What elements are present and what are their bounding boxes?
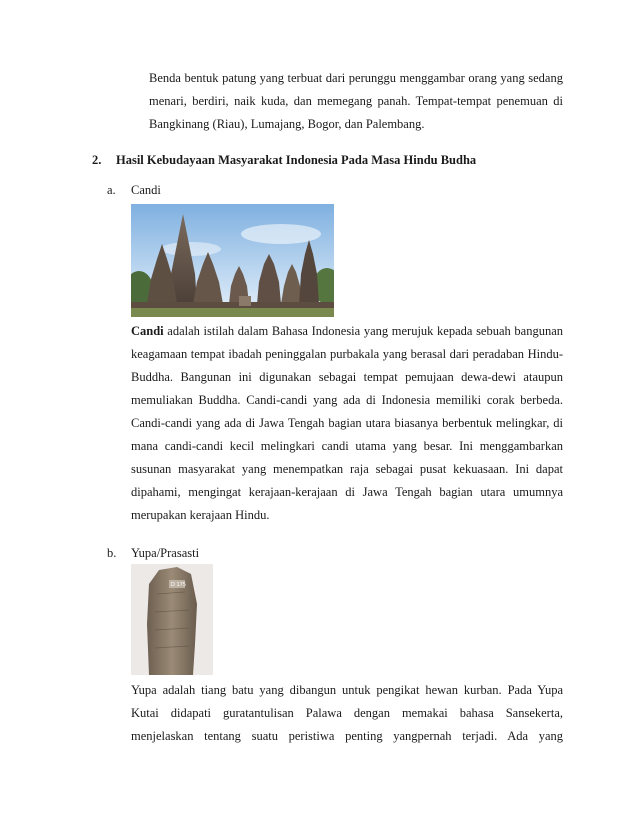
intro-paragraph bbox=[149, 67, 563, 136]
intro-line: menari, berdiri, naik kuda, dan memegang panah. Tempat-tempat penemuan di bbox=[149, 94, 563, 108]
candi-line: Candi-candi yang ada di Jawa Tengah bagian utara biasanya berbentuk melingkar, di bbox=[131, 416, 563, 430]
candi-line: susunan masyarakat yang menempatkan raja sebagai pusat kekuasaan. Ini dapat bbox=[131, 462, 563, 476]
candi-term: Candi bbox=[131, 324, 164, 338]
candi-line: mana candi-candi kecil melingkari candi utama yang besar. Ini menggambarkan bbox=[131, 439, 563, 453]
candi-temple-image bbox=[131, 204, 334, 317]
yupa-line: menjelaskan tentang suatu peristiwa penting yangpernah terjadi. Ada yang bbox=[131, 729, 563, 743]
candi-line: dipahami, mengingat kerajaan-kerajaan di Jawa Tengah bagian utara umumnya bbox=[131, 485, 563, 499]
subsection-label: Candi bbox=[131, 183, 161, 197]
yupa-line: Kutai didapati guratantulisan Palawa dengan memakai bahasa Sansekerta, bbox=[131, 706, 563, 720]
yupa-stone-image bbox=[131, 564, 213, 675]
section-number: 2. bbox=[92, 153, 102, 167]
subsection-label: Yupa/Prasasti bbox=[131, 546, 200, 560]
candi-line: Buddha. Bangunan ini digunakan sebagai tempat pemujaan dewa-dewi ataupun bbox=[131, 370, 563, 384]
candi-paragraph bbox=[131, 320, 563, 527]
candi-first-line-text: adalah istilah dalam Bahasa Indonesia yang merujuk kepada sebuah bangunan bbox=[163, 324, 563, 338]
subsection-letter: a. bbox=[107, 183, 116, 197]
candi-line: memuliakan Buddha. Candi-candi yang ada di Indonesia memiliki corak berbeda. bbox=[131, 393, 563, 407]
intro-line: Benda bentuk patung yang terbuat dari perunggu menggambar orang yang sedang bbox=[149, 71, 563, 85]
temple-illustration bbox=[131, 204, 334, 317]
section-heading bbox=[92, 150, 476, 170]
yupa-line: Yupa adalah tiang batu yang dibangun untuk pengikat hewan kurban. Pada Yupa bbox=[131, 683, 563, 697]
yupa-inscription-label: D 175 bbox=[171, 582, 186, 588]
subsection-letter: b. bbox=[107, 546, 117, 560]
subsection-candi-heading bbox=[107, 180, 161, 200]
section-title: Hasil Kebudayaan Masyarakat Indonesia Pada Masa Hindu Budha bbox=[116, 153, 477, 167]
candi-line: keagamaan tempat ibadah peninggalan purbakala yang berasal dari peradaban Hindu- bbox=[131, 347, 563, 361]
candi-line bbox=[131, 320, 563, 343]
subsection-yupa-heading bbox=[107, 543, 199, 563]
candi-line: merupakan kerajaan Hindu. bbox=[131, 508, 270, 522]
intro-line: Bangkinang (Riau), Lumajang, Bogor, dan Palembang. bbox=[149, 117, 425, 131]
yupa-paragraph bbox=[131, 679, 563, 748]
yupa-illustration bbox=[131, 564, 213, 675]
